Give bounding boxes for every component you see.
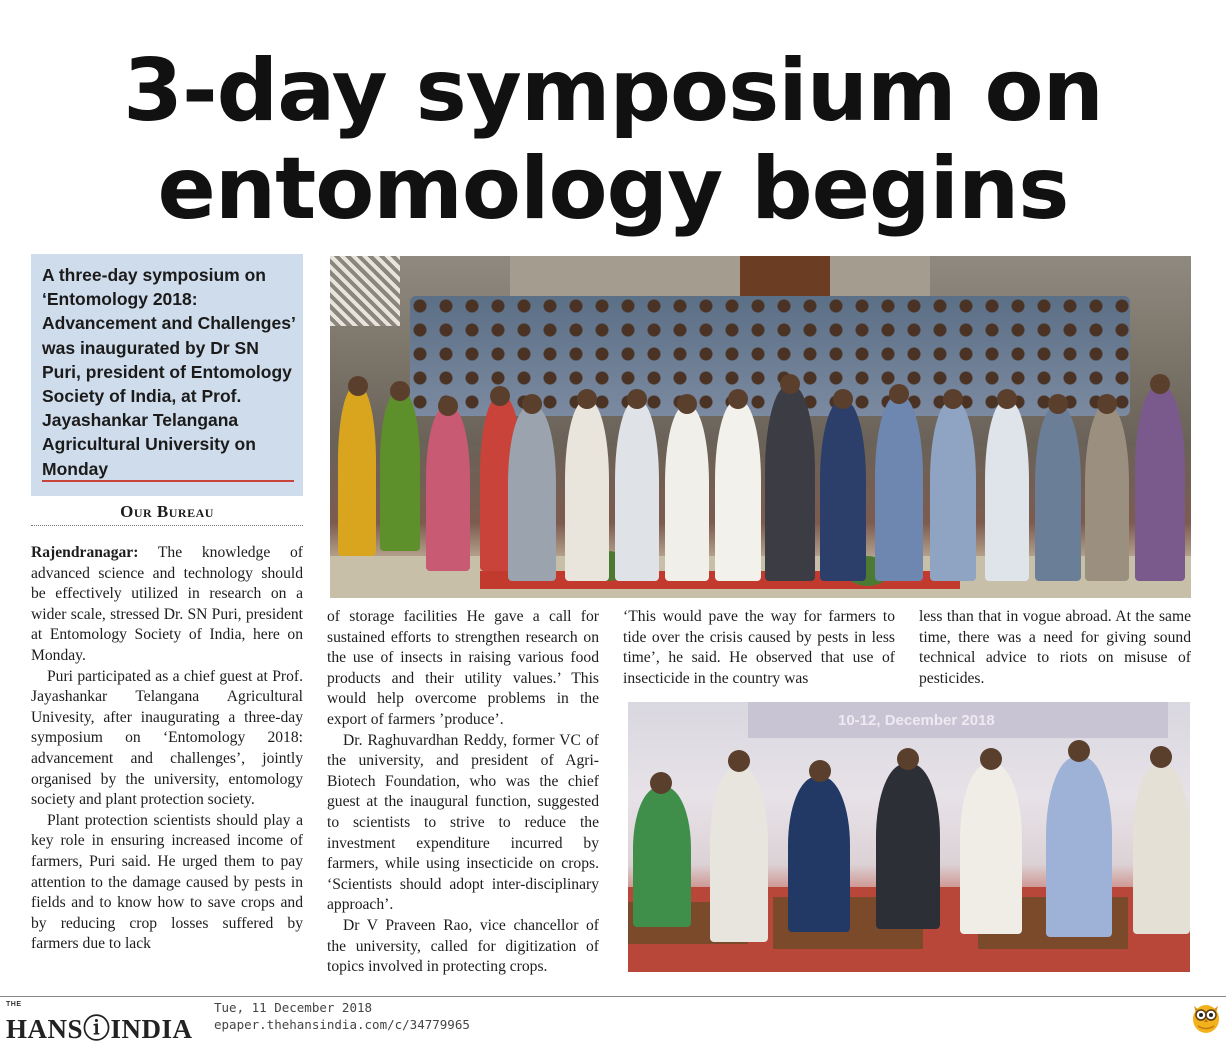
column-1 [31, 543, 303, 955]
paragraph-4: of storage facilities He gave a call for sustained efforts to strengthen research on the use of insects in raising various food products and their utility values.’ This would help overcome problems in the export of farmers ’produce’. [327, 608, 599, 728]
paragraph-3: Plant protection scientists should play a key role in ensuring increased income of farmers, Puri said. He urged them to pay attention to the damage caused by pests in fields and to know how to save crops and by reducing crop losses suffered by farmers due to lack [31, 811, 303, 953]
byline-divider [31, 525, 303, 526]
paragraph-8: less than that in vogue abroad. At the same time, there was a need for giving sound technical advice to riots on misuse of pesticides. [919, 608, 1191, 687]
logo-text: HANSⓘINDIA [6, 1014, 193, 1044]
headline-line-2: entomology begins [157, 139, 1069, 239]
headline-line-1: 3-day symposium on [123, 41, 1103, 141]
paragraph-1-text: The knowledge of advanced science and technology should be effectively utilized in research on a wider scale, stressed Dr. SN Puri, president at Entomology Society of India, here on Monday. [31, 544, 303, 664]
paragraph-2: Puri participated as a chief guest at Prof. Jayashankar Telangana Agricultural Univesity, after inaugurating a three-day symposium on ‘Entomology 2018: advancement and challenges’, jointly organised by the university, entomology society and plant protection society. [31, 667, 303, 809]
stage-photo [628, 702, 1190, 972]
paragraph-1 [31, 543, 303, 667]
column-2 [327, 607, 599, 978]
byline: Our Bureau [120, 502, 214, 521]
edition-date: Tue, 11 December 2018 [214, 1000, 373, 1015]
stage-banner-text: 10-12, December 2018 [838, 712, 995, 729]
footer-meta [214, 999, 470, 1033]
headline [0, 42, 1226, 238]
paragraph-6: Dr V Praveen Rao, vice chancellor of the university, called for digitization of topics involved in protecting crops. [327, 916, 599, 976]
dateline: Rajendranagar: [31, 544, 139, 561]
paragraph-5: Dr. Raghuvardhan Reddy, former VC of the university, and president of Agri-Biotech Foundation, who was the chief guest at the inaugural function, suggested to scientists to strive to reduce the investment expenditure incurred by farmers, while using insecticide on crops. ‘Scientists should adopt inter-disciplinary approach’. [327, 731, 599, 914]
summary-underline [42, 480, 294, 482]
footer-divider [0, 996, 1226, 997]
column-3 [623, 607, 895, 689]
paragraph-7: ‘This would pave the way for farmers to tide over the crisis caused by pests in less time’, he said. He observed that use of insecticide in the country was [623, 608, 895, 687]
summary-text: A three-day symposium on ‘Entomology 2018: Advancement and Challenges’ was inaugurated by Dr SN Puri, president of Entomology Society of India, at Prof. Jayashankar Telangana Agricultural University on Monday [42, 265, 295, 479]
group-photo [330, 256, 1191, 598]
summary-box [31, 254, 303, 496]
epaper-url[interactable]: epaper.thehansindia.com/c/34779965 [214, 1017, 470, 1032]
column-4 [919, 607, 1191, 689]
logo-the-text: THE [6, 1001, 22, 1008]
hans-india-logo[interactable] [6, 1001, 211, 1044]
owl-icon[interactable] [1190, 1000, 1222, 1034]
